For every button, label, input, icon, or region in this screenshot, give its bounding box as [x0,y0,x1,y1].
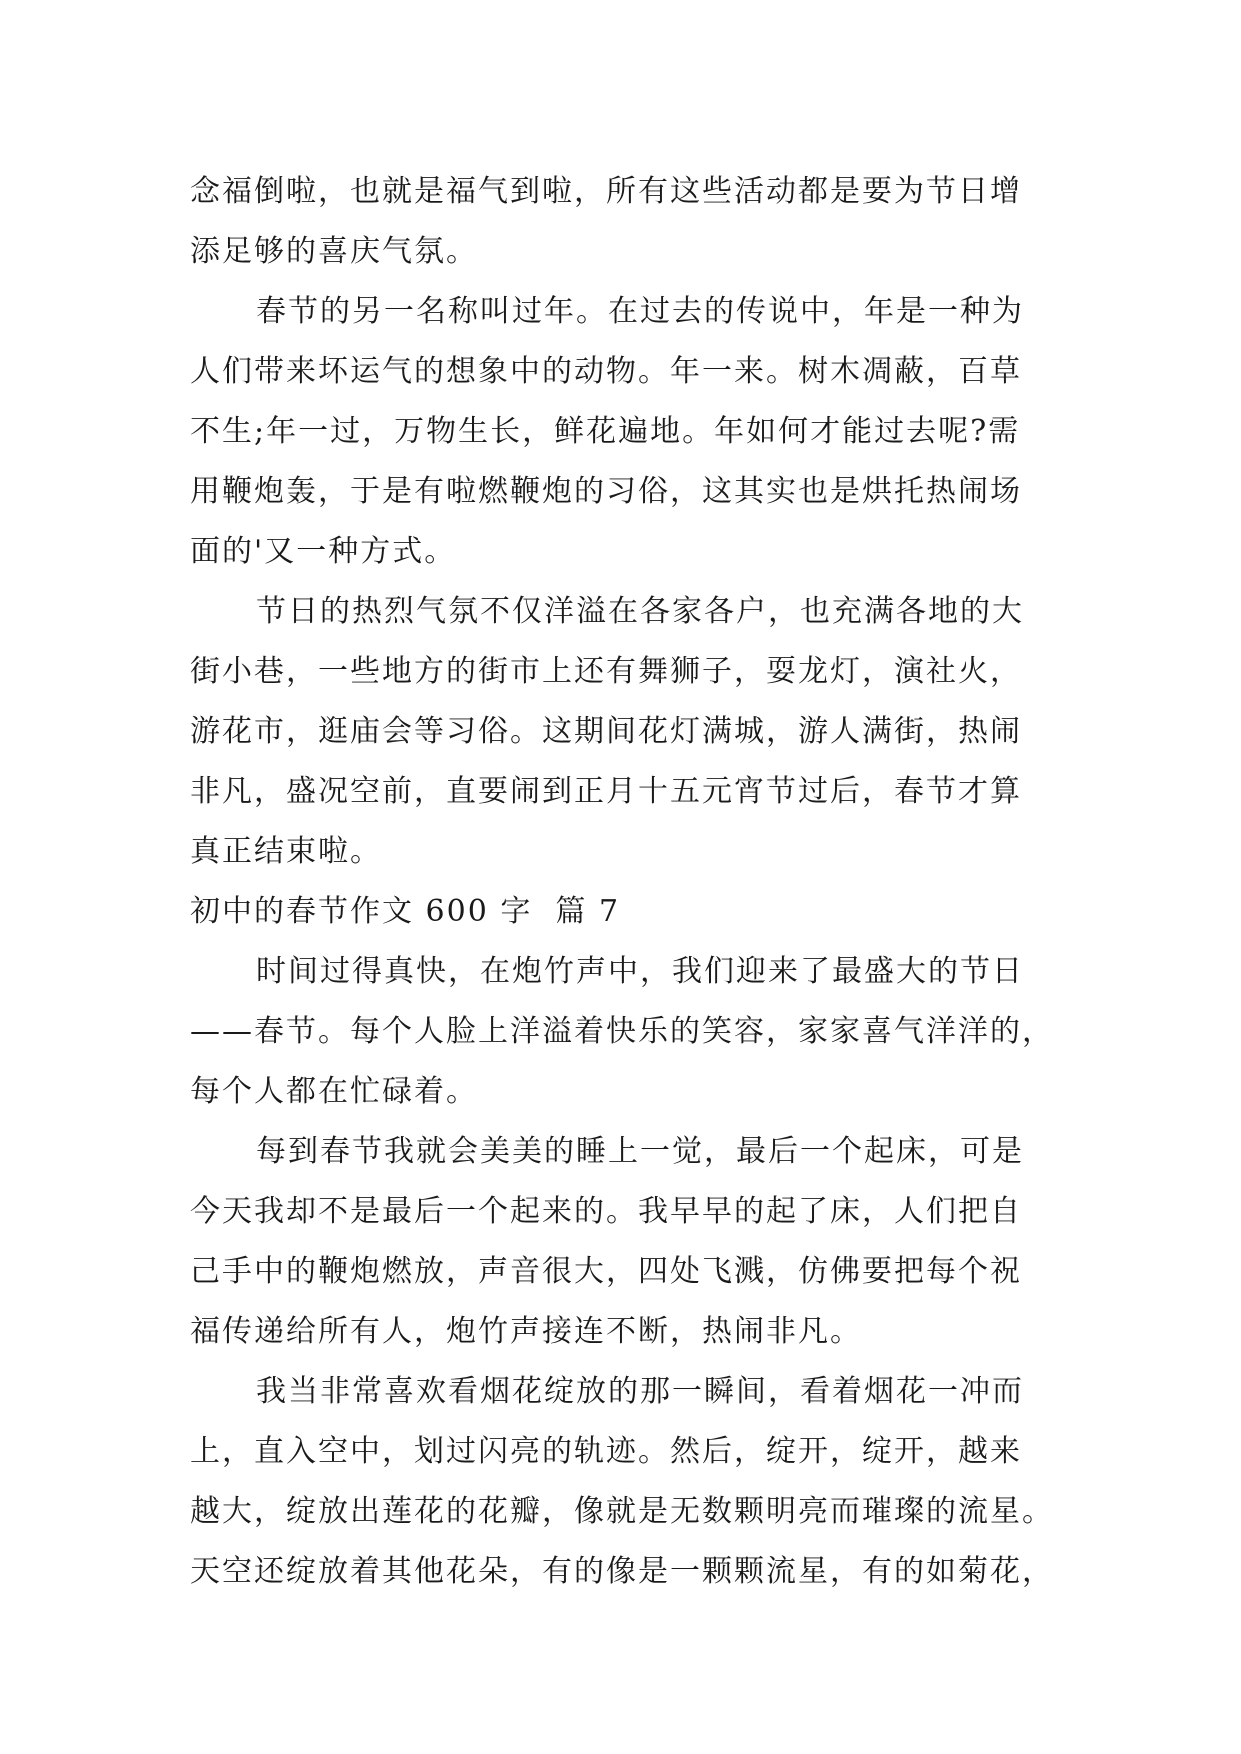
text-line: 街小巷，一些地方的街市上还有舞狮子，耍龙灯，演社火， [190,654,1022,689]
document-body [190,162,1070,1602]
paragraph-first-line: 每到春节我就会美美的睡上一觉，最后一个起床，可是 [256,1134,1024,1169]
text-line: 福传递给所有人，炮竹声接连不断，热闹非凡。 [190,1314,862,1349]
text-line: 人们带来坏运气的想象中的动物。年一来。树木凋蔽，百草 [190,354,1022,389]
text-line: 添足够的喜庆气氛。 [190,234,478,269]
text-line: 今天我却不是最后一个起来的。我早早的起了床，人们把自 [190,1194,1022,1229]
text-line: 非凡，盛况空前，直要闹到正月十五元宵节过后，春节才算 [190,774,1022,809]
text-line: 天空还绽放着其他花朵，有的像是一颗颗流星，有的如菊花， [190,1554,1054,1589]
text-line: ——春节。每个人脸上洋溢着快乐的笑容，家家喜气洋洋的， [190,1014,1054,1049]
text-line: 越大，绽放出莲花的花瓣，像就是无数颗明亮而璀璨的流星。 [190,1494,1054,1529]
section-heading: 初中的春节作文 600 字 篇 7 [190,894,621,929]
paragraph-first-line: 时间过得真快，在炮竹声中，我们迎来了最盛大的节日 [256,954,1024,989]
text-line: 用鞭炮轰，于是有啦燃鞭炮的习俗，这其实也是烘托热闹场 [190,474,1022,509]
text-line: 己手中的鞭炮燃放，声音很大，四处飞溅，仿佛要把每个祝 [190,1254,1022,1289]
text-line: 面的'又一种方式。 [190,534,457,569]
text-line: 上，直入空中，划过闪亮的轨迹。然后，绽开，绽开，越来 [190,1434,1022,1469]
text-line: 游花市，逛庙会等习俗。这期间花灯满城，游人满街，热闹 [190,714,1022,749]
text-line: 每个人都在忙碌着。 [190,1074,478,1109]
paragraph-first-line: 我当非常喜欢看烟花绽放的那一瞬间，看着烟花一冲而 [256,1374,1024,1409]
text-line: 真正结束啦。 [190,834,382,869]
text-line: 不生;年一过，万物生长，鲜花遍地。年如何才能过去呢?需 [190,414,1021,449]
text-line: 念福倒啦，也就是福气到啦，所有这些活动都是要为节日增 [190,174,1022,209]
paragraph-first-line: 节日的热烈气氛不仅洋溢在各家各户，也充满各地的大 [256,594,1024,629]
paragraph-first-line: 春节的另一名称叫过年。在过去的传说中，年是一种为 [256,294,1024,329]
